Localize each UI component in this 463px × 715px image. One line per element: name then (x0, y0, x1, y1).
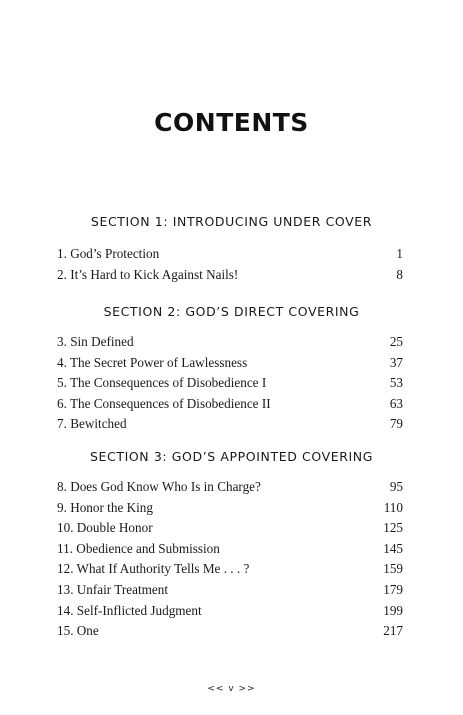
entry-title: 7. Bewitched (57, 416, 127, 432)
entry-page-number: 125 (383, 520, 403, 536)
entry-title: 3. Sin Defined (57, 334, 134, 349)
section-3-entries (57, 477, 403, 642)
entry-title: 2. It’s Hard to Kick Against Nails! (57, 266, 239, 282)
entry-title: 5. The Consequences of Disobedience I (57, 375, 267, 391)
section-heading-2: SECTION 2: GOD’S DIRECT COVERING (103, 304, 360, 319)
section-heading-3: SECTION 3: GOD’S APPOINTED COVERING (89, 449, 374, 464)
section-heading-1: SECTION 1: INTRODUCING UNDER COVER (90, 214, 373, 229)
entry-page-number: 145 (383, 540, 403, 556)
toc-entry (57, 559, 403, 580)
entry-page-number: 199 (383, 602, 403, 618)
entry-page-number: 217 (383, 623, 403, 639)
entry-page-number: 110 (383, 499, 403, 515)
entry-title: 4. The Secret Power of Lawlessness (57, 354, 248, 370)
entry-title: 6. The Consequences of Disobedience II (57, 395, 271, 411)
entry-title: 15. One (57, 623, 99, 639)
entry-page-number: 37 (389, 354, 403, 370)
section-1-entries (57, 244, 403, 285)
toc-entry (57, 621, 403, 642)
toc-entry (57, 477, 403, 498)
page-title: CONTENTS (154, 108, 309, 137)
entry-title: 13. Unfair Treatment (57, 581, 168, 597)
entry-page-number: 25 (389, 334, 403, 349)
toc-entry (57, 265, 403, 286)
entry-page-number: 79 (389, 416, 403, 432)
toc-entry (57, 394, 403, 415)
entry-page-number: 95 (389, 479, 403, 494)
entry-title: 1. God’s Protection (57, 246, 160, 261)
toc-entry (57, 539, 403, 560)
toc-entry (57, 332, 403, 353)
entry-title: 11. Obedience and Submission (57, 540, 220, 556)
entry-page-number: 179 (383, 581, 403, 597)
toc-entry (57, 244, 403, 265)
entry-title: 8. Does God Know Who Is in Charge? (57, 479, 261, 494)
entry-page-number: 8 (396, 266, 403, 282)
toc-entry (57, 518, 403, 539)
entry-title: 9. Honor the King (57, 499, 153, 515)
toc-entry (57, 353, 403, 374)
toc-entry (57, 498, 403, 519)
section-2-entries (57, 332, 403, 435)
entry-page-number: 1 (396, 246, 403, 261)
toc-entry (57, 414, 403, 435)
entry-page-number: 159 (383, 561, 403, 577)
toc-entry (57, 373, 403, 394)
page-folio: << v >> (207, 684, 256, 694)
entry-page-number: 53 (389, 375, 403, 391)
entry-title: 14. Self-Inflicted Judgment (57, 602, 202, 618)
entry-page-number: 63 (389, 395, 403, 411)
toc-entry (57, 580, 403, 601)
entry-title: 10. Double Honor (57, 520, 153, 536)
toc-entry (57, 601, 403, 622)
entry-title: 12. What If Authority Tells Me . . . ? (57, 561, 250, 577)
